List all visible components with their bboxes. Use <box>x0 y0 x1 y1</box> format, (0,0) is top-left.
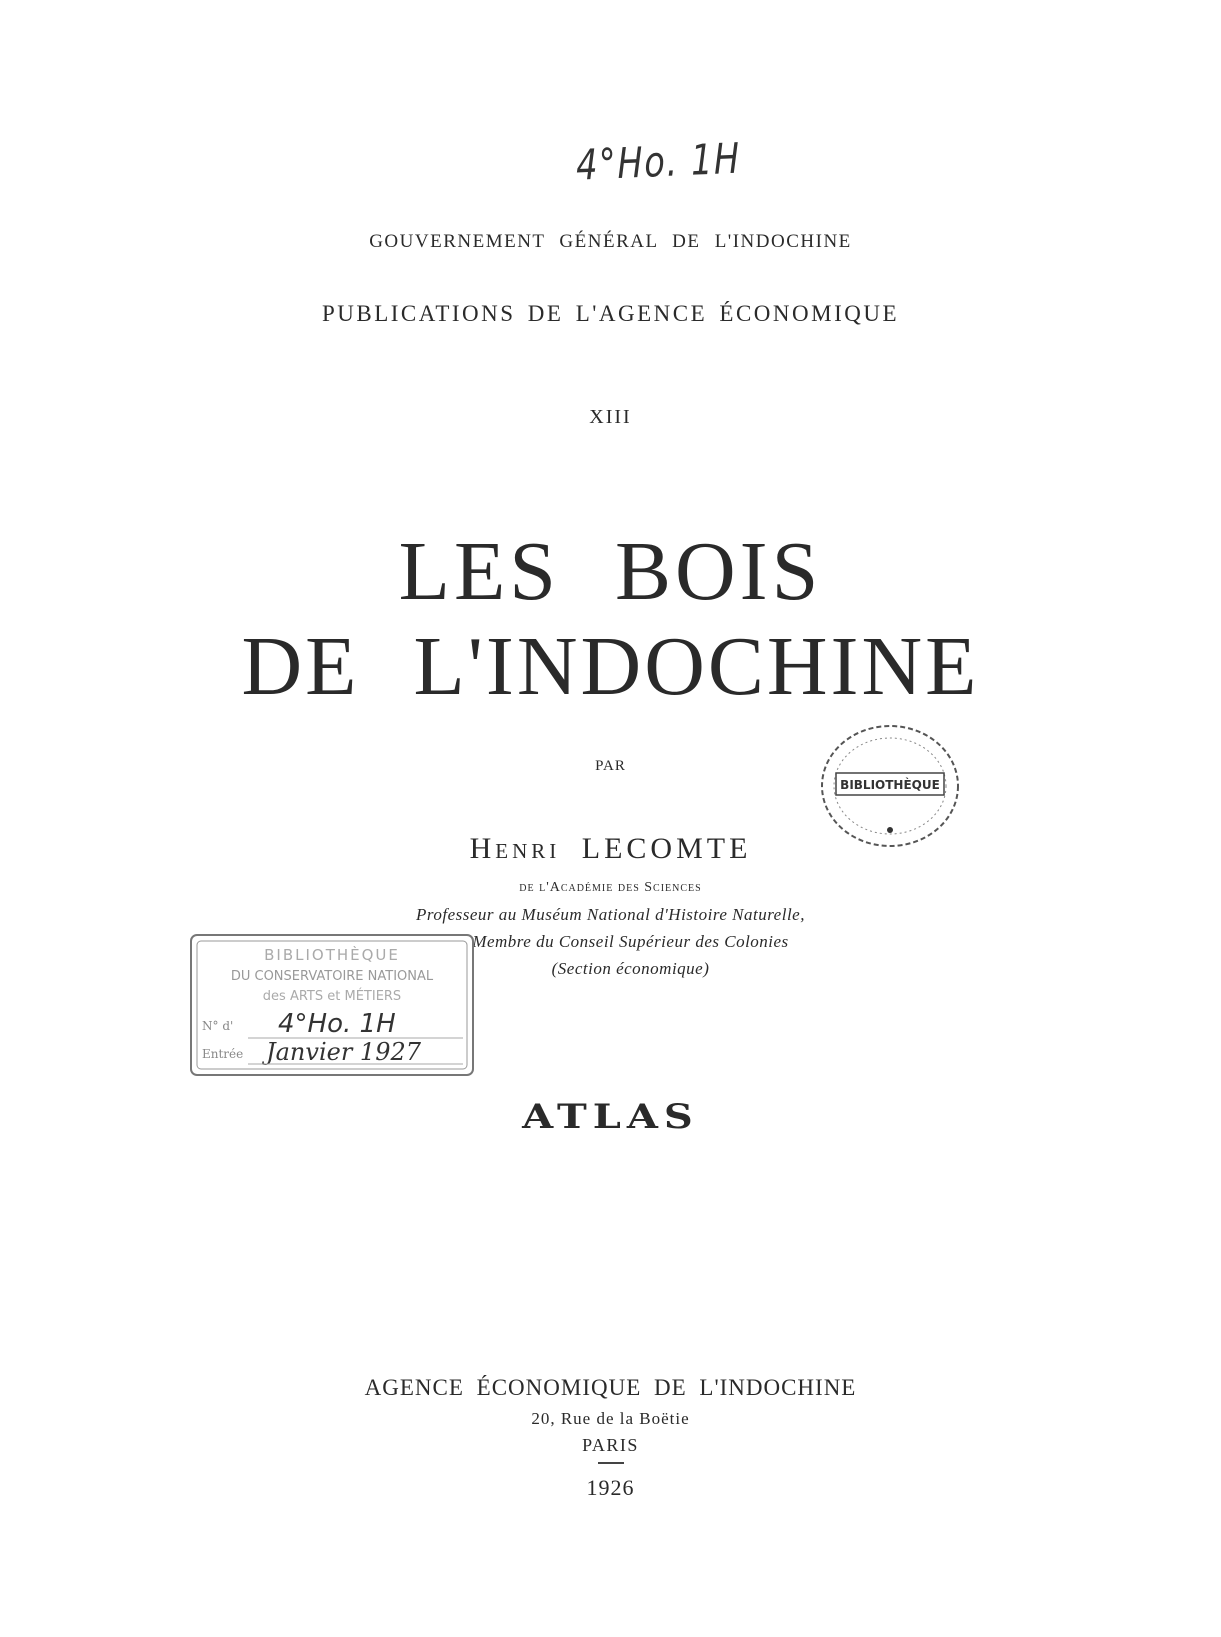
atlas-subtitle: ATLAS <box>522 1096 699 1137</box>
author-academy: de l'Académie des Sciences <box>519 880 702 895</box>
stamp-rect-line1: BIBLIOTHÈQUE <box>264 946 400 964</box>
rectangular-library-stamp <box>188 932 476 1078</box>
stamp-no-value: 4°Ho. 1H <box>278 1009 396 1039</box>
handwritten-shelfmark: 4°Ho. 1H <box>575 133 742 190</box>
author-last: LECOMTE <box>581 832 752 865</box>
separator-dash <box>598 1462 624 1464</box>
title-line-1: LES BOIS <box>398 525 823 618</box>
publication-year: 1926 <box>586 1475 635 1500</box>
by-label: PAR <box>595 758 626 774</box>
stamp-entry-value: Janvier 1927 <box>266 1038 422 1066</box>
author-position: Professeur au Muséum National d'Histoire Naturelle, <box>416 905 805 924</box>
stamp-entry-label: Entrée <box>202 1047 244 1061</box>
author-initial: H <box>469 832 496 865</box>
author-membership: Membre du Conseil Supérieur des Colonies <box>472 932 789 951</box>
author-section: (Section économique) <box>551 959 710 978</box>
series-heading: PUBLICATIONS DE L'AGENCE ÉCONOMIQUE <box>321 301 900 326</box>
stamp-center-text: BIBLIOTHÈQUE <box>840 778 940 792</box>
publisher-name: AGENCE ÉCONOMIQUE DE L'INDOCHINE <box>364 1375 857 1400</box>
publisher-address: 20, Rue de la Boëtie <box>531 1409 690 1428</box>
volume-number: XIII <box>589 406 632 428</box>
stamp-rect-line3: des ARTS et MÉTIERS <box>262 989 402 1004</box>
author-name <box>0 832 1221 866</box>
stamp-dot <box>887 827 893 833</box>
government-heading: GOUVERNEMENT GÉNÉRAL DE L'INDOCHINE <box>369 231 852 252</box>
title-line-2: DE L'INDOCHINE <box>241 620 980 713</box>
author-first-rest: enri <box>495 832 561 865</box>
stamp-no-label: N° d' <box>202 1019 234 1033</box>
publisher-city: PARIS <box>582 1435 639 1455</box>
stamp-rect-line2: DU CONSERVATOIRE NATIONAL <box>230 969 434 984</box>
round-library-stamp <box>816 718 964 854</box>
